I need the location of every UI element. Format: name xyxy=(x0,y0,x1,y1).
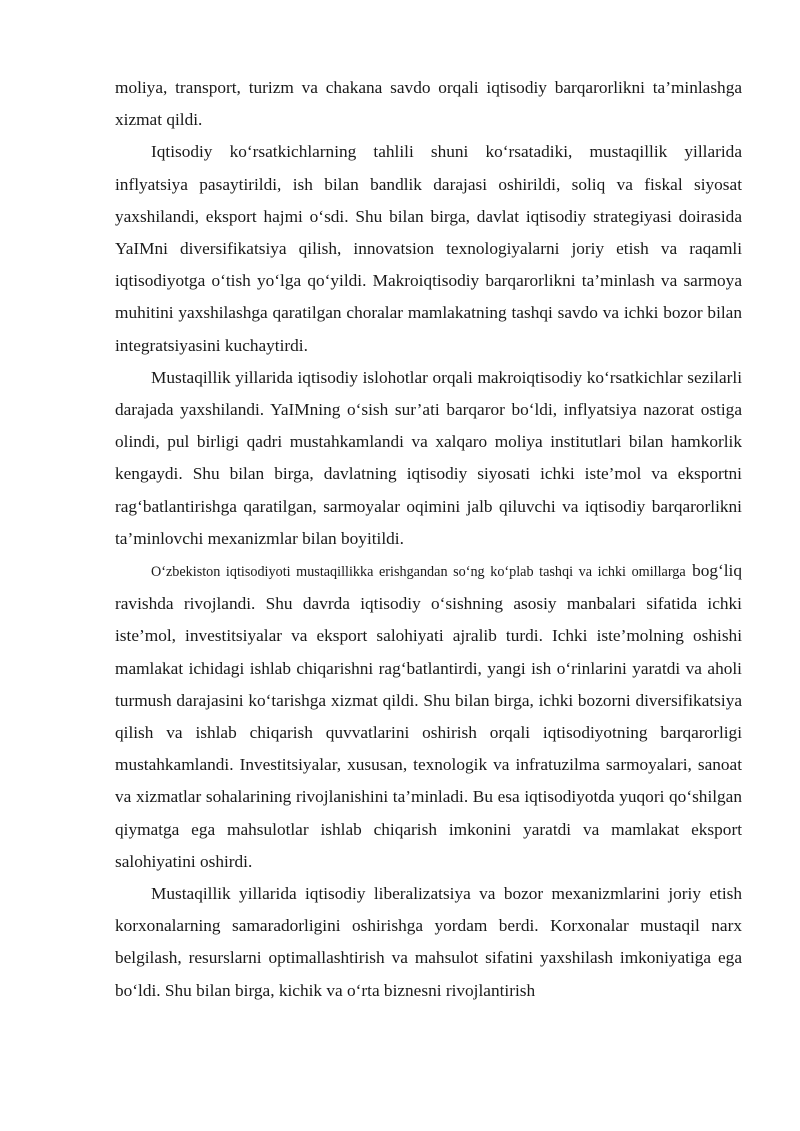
paragraph-4-body: bog‘liq ravishda rivojlandi. Shu davrda iqtisodiy o‘sishning asosiy manbalari sifatida ichki iste’mol, investitsiyalar va eksport salohiyati ajralib turdi. Ichki iste’molning oshishi mamlakat ichidagi ishlab chiqarishni rag‘batlantirdi, yangi ish o‘rinlarini yaratdi va aholi turmush darajasini ko‘tarishga xizmat qildi. Shu bilan birga, ichki bozorni diversifikatsiya qilish va ishlab chiqarish quvvatlarini oshirish orqali iqtisodiyotning barqarorligi mustahkamlandi. Investitsiyalar, xususan, texnologik va infratuzilma sarmoyalari, sanoat va xizmatlar sohalarining rivojlanishini ta’minladi. Bu esa iqtisodiyotda yuqori qo‘shilgan qiymatga ega mahsulotlar ishlab chiqarish imkonini yaratdi va mamlakat eksport salohiyatini oshirdi. xyxy=(115,561,742,871)
paragraph-4-small-lead: O‘zbekiston iqtisodiyoti mustaqillikka erishgandan so‘ng ko‘plab tashqi va ichki omillarga xyxy=(151,564,686,581)
document-page xyxy=(115,72,742,1007)
paragraph-3: Mustaqillik yillarida iqtisodiy islohotlar orqali makroiqtisodiy ko‘rsatkichlar sezilarli darajada yaxshilandi. YaIMning o‘sish sur’ati barqaror bo‘ldi, inflyatsiya nazorat ostiga olindi, pul birligi qadri mustahkamlandi va xalqaro moliya institutlari bilan hamkorlik kengaydi. Shu bilan birga, davlatning iqtisodiy siyosati ichki iste’mol va eksportni rag‘batlantirishga qaratilgan, sarmoyalar oqimini jalb qiluvchi va iqtisodiy barqarorlikni ta’minlovchi mexanizmlar bilan boyitildi. xyxy=(115,367,742,548)
paragraph-5: Mustaqillik yillarida iqtisodiy liberalizatsiya va bozor mexanizmlarini joriy etish korxonalarning samaradorligini oshirishga yordam berdi. Korxonalar mustaqil narx belgilash, resurslarni optimallashtirish va mahsulot sifatini yaxshilash imkoniyatiga ega bo‘ldi. Shu bilan birga, kichik va o‘rta biznesni rivojlantirish xyxy=(115,884,742,1000)
paragraph-2: Iqtisodiy ko‘rsatkichlarning tahlili shuni ko‘rsatadiki, mustaqillik yillarida inflyatsiya pasaytirildi, ish bilan bandlik darajasi oshirildi, soliq va fiskal siyosat yaxshilandi, eksport hajmi o‘sdi. Shu bilan birga, davlat iqtisodiy strategiyasi doirasida YaIMni diversifikatsiya qilish, innovatsion texnologiyalarni joriy etish va raqamli iqtisodiyotga o‘tish yo‘lga qo‘yildi. Makroiqtisodiy barqarorlikni ta’minlash va sarmoya muhitini yaxshilashga qaratilgan choralar mamlakatning tashqi savdo va ichki bozor bilan integratsiyasini kuchaytirdi. xyxy=(115,142,742,355)
paragraph-1: moliya, transport, turizm va chakana savdo orqali iqtisodiy barqarorlikni ta’minlashga xizmat qildi. xyxy=(115,78,742,130)
paragraph-4 xyxy=(115,555,742,878)
